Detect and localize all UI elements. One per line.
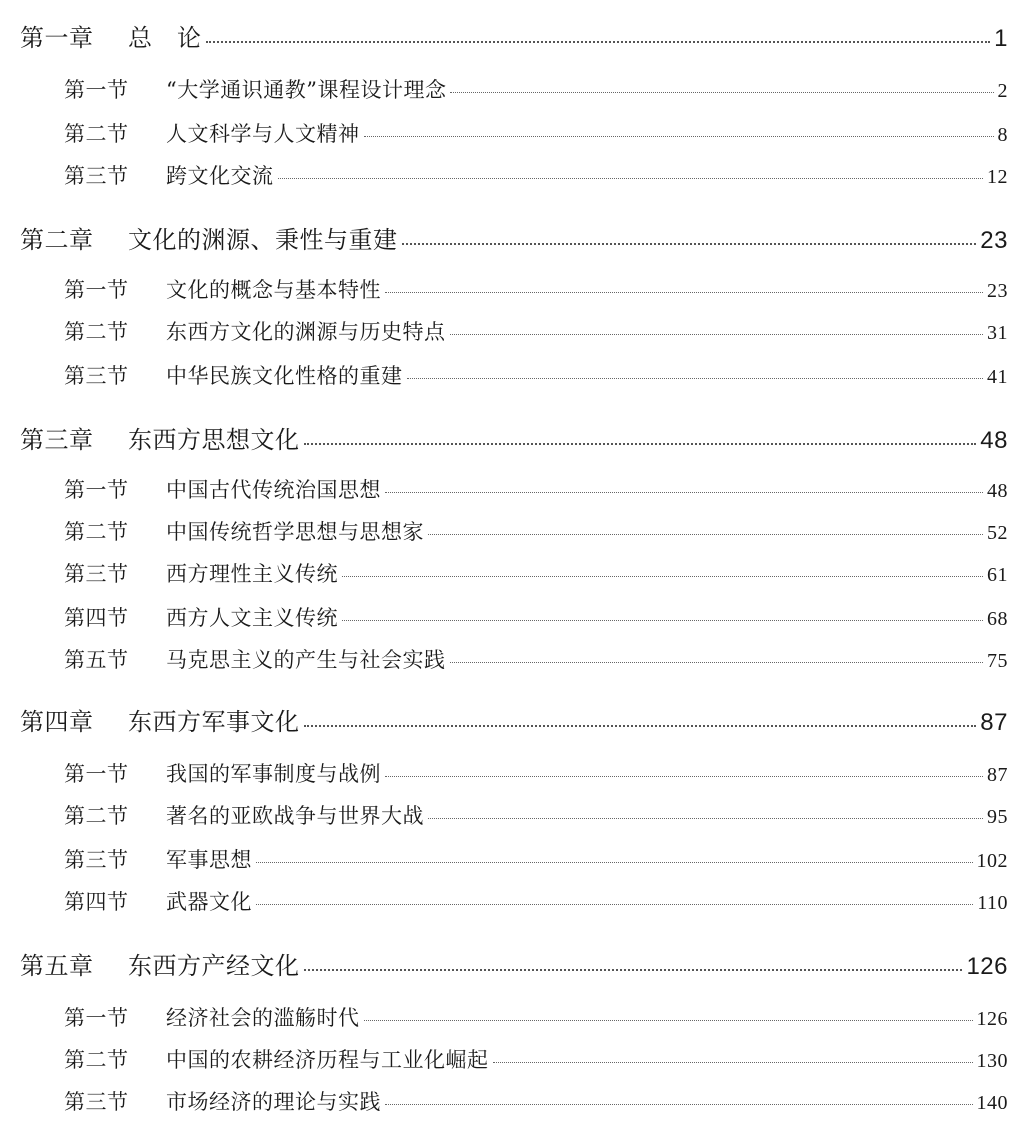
page-number: 12 [987,166,1008,188]
section-title: 经济社会的滥觞时代 [166,1006,360,1030]
section-number: 第二节 [64,1048,129,1072]
page-number: 52 [987,522,1008,544]
chapter-entry [20,702,1008,737]
section-title: 武器文化 [166,890,252,914]
section-entry [64,274,1008,304]
dot-leader [450,334,984,335]
chapter-title: 东西方军事文化 [128,708,300,736]
section-title: 军事思想 [166,848,252,872]
page-number: 61 [987,564,1008,586]
page-number: 140 [976,1092,1008,1114]
page-number: 31 [987,322,1008,344]
page-number: 126 [966,953,1008,980]
dot-leader [428,534,983,535]
page-number: 126 [976,1008,1008,1030]
section-title: 著名的亚欧战争与世界大战 [166,804,424,828]
section-number: 第一节 [64,478,129,502]
section-number: 第三节 [64,1090,129,1114]
page-number: 8 [997,124,1008,146]
dot-leader [450,662,984,663]
section-title: 跨文化交流 [166,164,274,188]
section-entry [64,758,1008,788]
section-title: 文化的概念与基本特性 [166,278,381,302]
section-entry [64,1086,1008,1116]
dot-leader [342,576,983,577]
chapter-title: 东西方产经文化 [128,952,300,980]
section-number: 第一节 [64,278,129,302]
dot-leader [385,292,983,293]
section-entry [64,644,1008,674]
page-number: 48 [987,480,1008,502]
chapter-entry [20,420,1008,455]
dot-leader [256,904,973,905]
section-entry [64,160,1008,190]
dot-leader [402,243,977,245]
section-title: 中国的农耕经济历程与工业化崛起 [166,1048,489,1072]
page-number: 110 [977,892,1008,914]
dot-leader [428,818,983,819]
chapter-title: 东西方思想文化 [128,426,300,454]
section-title: 中华民族文化性格的重建 [166,364,403,388]
page-number: 48 [980,427,1008,454]
section-entry [64,558,1008,588]
section-entry [64,602,1008,632]
section-number: 第四节 [64,890,129,914]
chapter-number: 第一章 [20,24,94,52]
dot-leader [278,178,984,179]
chapter-title: 文化的渊源、秉性与重建 [128,226,398,254]
chapter-number: 第二章 [20,226,94,254]
page-number: 75 [987,650,1008,672]
section-number: 第二节 [64,804,129,828]
section-number: 第三节 [64,164,129,188]
section-entry [64,474,1008,504]
chapter-entry [20,18,1008,53]
chapter-entry [20,220,1008,255]
page-number: 1 [994,25,1008,52]
section-number: 第二节 [64,122,129,146]
section-entry [64,316,1008,346]
dot-leader [342,620,983,621]
section-title: “大学通识通教”课程设计理念 [166,78,447,102]
section-title: 西方人文主义传统 [166,606,338,630]
page-number: 23 [987,280,1008,302]
page-number: 87 [987,764,1008,786]
section-number: 第一节 [64,1006,129,1030]
dot-leader [304,443,977,445]
section-title: 西方理性主义传统 [166,562,338,586]
section-number: 第四节 [64,606,129,630]
section-title: 我国的军事制度与战例 [166,762,381,786]
section-number: 第一节 [64,762,129,786]
section-number: 第三节 [64,562,129,586]
page-number: 68 [987,608,1008,630]
section-entry [64,118,1008,148]
section-title: 人文科学与人文精神 [166,122,360,146]
dot-leader [385,1104,973,1105]
chapter-number: 第四章 [20,708,94,736]
page-number: 130 [976,1050,1008,1072]
dot-leader [407,378,984,379]
dot-leader [493,1062,973,1063]
dot-leader [364,136,994,137]
page-number: 2 [997,80,1008,102]
section-entry [64,360,1008,390]
section-number: 第一节 [64,78,129,102]
chapter-entry [20,946,1008,981]
chapter-number: 第三章 [20,426,94,454]
section-title: 中国古代传统治国思想 [166,478,381,502]
dot-leader [385,492,983,493]
dot-leader [304,969,963,971]
chapter-title: 总 论 [128,24,202,52]
dot-leader [206,41,991,43]
section-number: 第五节 [64,648,129,672]
dot-leader [450,92,993,93]
dot-leader [304,725,977,727]
dot-leader [256,862,973,863]
section-title: 东西方文化的渊源与历史特点 [166,320,446,344]
section-title: 市场经济的理论与实践 [166,1090,381,1114]
dot-leader [385,776,983,777]
page-number: 41 [987,366,1008,388]
dot-leader [364,1020,973,1021]
section-number: 第二节 [64,520,129,544]
page-number: 23 [980,227,1008,254]
section-entry [64,516,1008,546]
section-number: 第二节 [64,320,129,344]
section-number: 第三节 [64,848,129,872]
section-title: 中国传统哲学思想与思想家 [166,520,424,544]
section-number: 第三节 [64,364,129,388]
section-entry [64,74,1008,104]
section-entry [64,800,1008,830]
section-entry [64,1002,1008,1032]
page-number: 95 [987,806,1008,828]
section-entry [64,844,1008,874]
section-entry [64,886,1008,916]
page-number: 87 [980,709,1008,736]
section-entry [64,1044,1008,1074]
page-number: 102 [976,850,1008,872]
section-title: 马克思主义的产生与社会实践 [166,648,446,672]
chapter-number: 第五章 [20,952,94,980]
